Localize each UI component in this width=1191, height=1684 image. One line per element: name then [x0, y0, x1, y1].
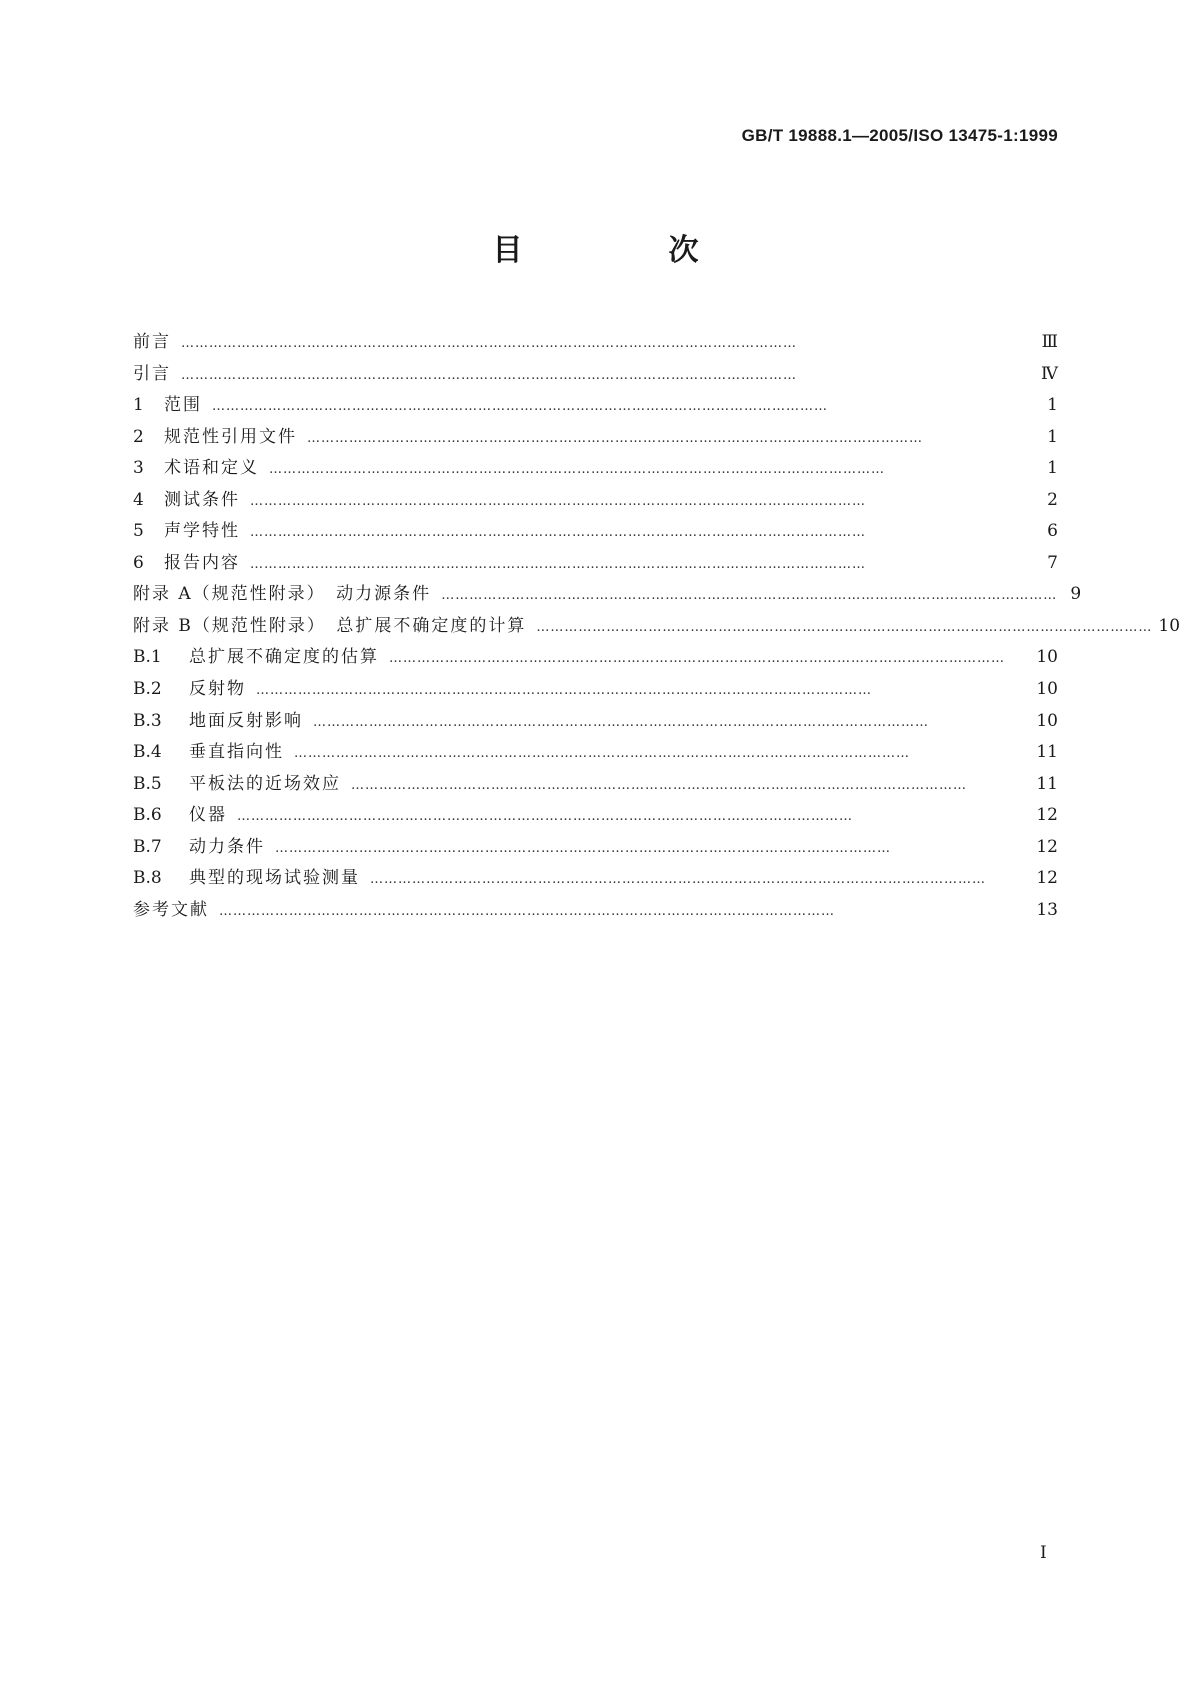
toc-entry-label: 垂直指向性 — [189, 742, 284, 763]
dot-leader: …………………………………………………………………………………………………………………… — [250, 493, 866, 509]
toc-entry-b8[interactable] — [133, 863, 1058, 895]
standard-code: GB/T 19888.1—2005/ISO 13475-1:1999 — [741, 126, 1058, 145]
dot-leader: …………………………………………………………………………………………………………………… — [237, 809, 853, 825]
toc-entry-label: 测试条件 — [164, 489, 240, 510]
dot-leader: …………………………………………………………………………………………………………………… — [269, 462, 885, 478]
dot-leader: …………………………………………………………………………………………………………………… — [256, 683, 872, 699]
toc-entry-b7[interactable] — [133, 832, 1058, 864]
toc-entry-report-content[interactable] — [133, 548, 1058, 580]
toc-entry-page: 1 — [1047, 395, 1058, 416]
toc-entry-number: 2 — [133, 426, 144, 447]
toc-entry-number: 6 — [133, 552, 144, 573]
toc-entry-number: B.7 — [133, 836, 162, 857]
page-title: 目 次 — [492, 233, 757, 268]
toc-entry-acoustic-characteristics[interactable] — [133, 516, 1058, 548]
dot-leader: …………………………………………………………………………………………………………………… — [307, 430, 923, 446]
toc-entry-page: 12 — [1036, 805, 1058, 826]
toc-entry-page: 11 — [1036, 773, 1058, 794]
toc-entry-number: B.3 — [133, 710, 162, 731]
toc-entry-normative-references[interactable] — [133, 422, 1058, 454]
toc-entry-b1[interactable] — [133, 642, 1058, 674]
dot-leader: …………………………………………………………………………………………………………………… — [212, 399, 828, 415]
toc-entry-label: 报告内容 — [164, 552, 240, 573]
dot-leader: …………………………………………………………………………………………………………………… — [351, 777, 967, 793]
toc-entry-page: 7 — [1047, 552, 1058, 573]
toc-entry-page: 10 — [1158, 615, 1181, 636]
toc-entry-label: 声学特性 — [164, 521, 240, 542]
toc-entry-label: 反射物 — [189, 679, 246, 700]
dot-leader: …………………………………………………………………………………………………………………… — [219, 903, 835, 919]
toc-entry-b3[interactable] — [133, 706, 1058, 738]
toc-entry-b4[interactable] — [133, 737, 1058, 769]
toc-entry-page: 9 — [1070, 584, 1082, 605]
toc-entry-label: 引言 — [133, 363, 171, 384]
dot-leader: …………………………………………………………………………………………………………………… — [536, 619, 1153, 635]
toc-entry-number: B.1 — [133, 647, 162, 668]
toc-entry-foreword[interactable] — [133, 327, 1058, 359]
toc-entry-page: 1 — [1047, 458, 1058, 479]
toc-entry-bibliography[interactable] — [133, 895, 1058, 927]
toc-entry-number: B.6 — [133, 805, 162, 826]
toc-entry-page: 12 — [1036, 836, 1058, 857]
toc-entry-b5[interactable] — [133, 769, 1058, 801]
toc-entry-b2[interactable] — [133, 674, 1058, 706]
toc-entry-number: 3 — [133, 458, 144, 479]
toc-entry-number: B.4 — [133, 742, 162, 763]
toc-entry-page: 12 — [1036, 868, 1058, 889]
toc-entry-number: 5 — [133, 521, 144, 542]
toc-entry-label: 地面反射影响 — [189, 710, 303, 731]
toc-entry-label: 典型的现场试验测量 — [189, 868, 360, 889]
toc-entry-number: 4 — [133, 489, 144, 510]
toc-entry-label: 范围 — [164, 395, 202, 416]
toc-entry-page: 11 — [1036, 742, 1058, 763]
toc-entry-number: B.2 — [133, 679, 162, 700]
toc-entry-b6[interactable] — [133, 800, 1058, 832]
toc-entry-page: 13 — [1036, 899, 1058, 920]
toc-entry-page: 1 — [1047, 426, 1058, 447]
toc-entry-label: 规范性引用文件 — [164, 426, 297, 447]
toc-entry-introduction[interactable] — [133, 359, 1058, 391]
toc-entry-test-conditions[interactable] — [133, 485, 1058, 517]
toc-entry-page: 6 — [1047, 521, 1058, 542]
table-of-contents — [133, 327, 1181, 926]
toc-entry-scope[interactable] — [133, 390, 1058, 422]
toc-entry-number: B.5 — [133, 773, 162, 794]
toc-entry-label: 参考文献 — [133, 899, 209, 920]
toc-entry-label: 术语和定义 — [164, 458, 259, 479]
toc-entry-label: 动力条件 — [189, 836, 265, 857]
dot-leader: …………………………………………………………………………………………………………………… — [250, 556, 866, 572]
toc-entry-label: 前言 — [133, 332, 171, 352]
dot-leader: …………………………………………………………………………………………………………………… — [181, 367, 797, 383]
toc-entry-annex-a[interactable] — [133, 579, 1082, 611]
dot-leader: …………………………………………………………………………………………………………………… — [370, 872, 986, 888]
dot-leader: …………………………………………………………………………………………………………………… — [294, 746, 910, 762]
dot-leader: …………………………………………………………………………………………………………………… — [181, 336, 797, 351]
toc-entry-page: 2 — [1047, 489, 1058, 510]
toc-entry-page: 10 — [1036, 710, 1058, 731]
dot-leader: …………………………………………………………………………………………………………………… — [389, 651, 1005, 667]
toc-entry-number: B.8 — [133, 868, 162, 889]
toc-entry-label: 总扩展不确定度的估算 — [189, 647, 379, 668]
dot-leader: …………………………………………………………………………………………………………………… — [441, 588, 1058, 604]
dot-leader: …………………………………………………………………………………………………………………… — [250, 525, 866, 541]
toc-entry-page: Ⅳ — [1041, 363, 1058, 384]
toc-entry-label: 附录 A（规范性附录） 动力源条件 — [133, 584, 432, 605]
toc-entry-label: 平板法的近场效应 — [189, 773, 341, 794]
toc-entry-annex-b[interactable] — [133, 611, 1181, 643]
toc-entry-label: 仪器 — [189, 805, 227, 826]
toc-entry-page: 10 — [1036, 679, 1058, 700]
toc-entry-label: 附录 B（规范性附录） 总扩展不确定度的计算 — [133, 615, 527, 636]
dot-leader: …………………………………………………………………………………………………………………… — [313, 714, 929, 730]
dot-leader: …………………………………………………………………………………………………………………… — [275, 840, 891, 856]
toc-entry-terms-definitions[interactable] — [133, 453, 1058, 485]
toc-entry-number: 1 — [133, 395, 144, 416]
toc-entry-page: Ⅲ — [1041, 332, 1058, 352]
page-number: I — [1040, 1543, 1047, 1563]
toc-entry-page: 10 — [1036, 647, 1058, 668]
